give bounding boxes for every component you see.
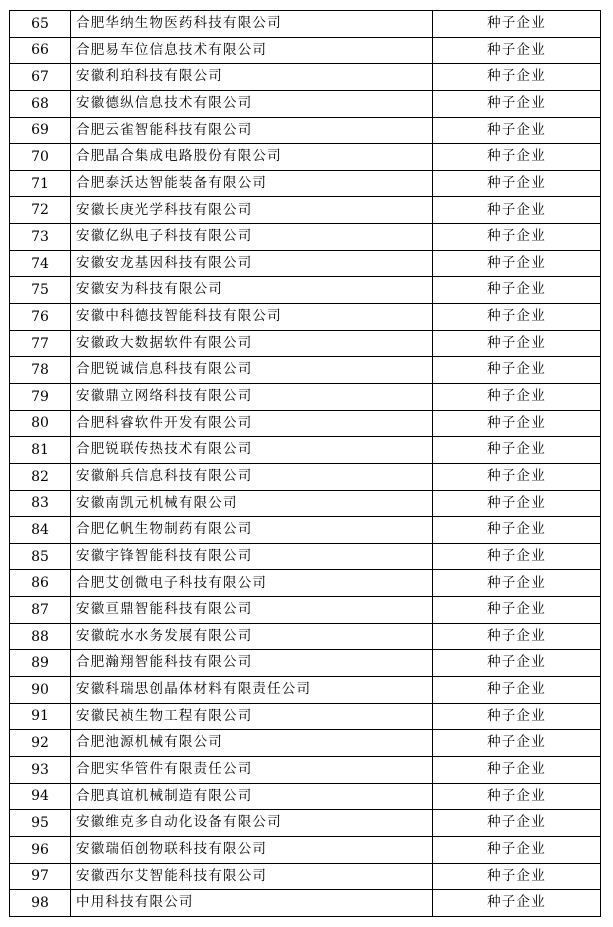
row-number: 85	[10, 543, 71, 570]
enterprise-type: 种子企业	[433, 570, 601, 597]
enterprise-type: 种子企业	[433, 197, 601, 224]
table-row	[10, 703, 601, 730]
row-number: 83	[10, 490, 71, 517]
row-number: 72	[10, 197, 71, 224]
table-row	[10, 570, 601, 597]
row-number: 93	[10, 756, 71, 783]
table-row	[10, 90, 601, 117]
row-number: 77	[10, 330, 71, 357]
row-number: 76	[10, 304, 71, 331]
enterprise-type: 种子企业	[433, 703, 601, 730]
company-name: 安徽瑞佰创物联科技有限公司	[71, 836, 433, 863]
company-name: 安徽中科德技智能科技有限公司	[71, 304, 433, 331]
table-row	[10, 224, 601, 251]
company-name: 合肥易车位信息技术有限公司	[71, 37, 433, 64]
row-number: 96	[10, 836, 71, 863]
table-row	[10, 463, 601, 490]
company-name: 中用科技有限公司	[71, 890, 433, 917]
table-row	[10, 437, 601, 464]
enterprise-type: 种子企业	[433, 650, 601, 677]
enterprise-type: 种子企业	[433, 597, 601, 624]
company-name: 安徽安龙基因科技有限公司	[71, 250, 433, 277]
enterprise-type: 种子企业	[433, 517, 601, 544]
row-number: 84	[10, 517, 71, 544]
row-number: 98	[10, 890, 71, 917]
table-row	[10, 144, 601, 171]
table-row	[10, 490, 601, 517]
company-name: 合肥真谊机械制造有限公司	[71, 783, 433, 810]
enterprise-type: 种子企业	[433, 357, 601, 384]
enterprise-type: 种子企业	[433, 863, 601, 890]
company-name: 安徽宇锋智能科技有限公司	[71, 543, 433, 570]
enterprise-type: 种子企业	[433, 37, 601, 64]
enterprise-type: 种子企业	[433, 170, 601, 197]
table-row	[10, 383, 601, 410]
company-name: 合肥池源机械有限公司	[71, 730, 433, 757]
row-number: 88	[10, 623, 71, 650]
enterprise-type: 种子企业	[433, 890, 601, 917]
company-name: 安徽政大数据软件有限公司	[71, 330, 433, 357]
enterprise-type: 种子企业	[433, 490, 601, 517]
enterprise-type: 种子企业	[433, 383, 601, 410]
company-name: 合肥锐诚信息科技有限公司	[71, 357, 433, 384]
row-number: 67	[10, 64, 71, 91]
enterprise-type: 种子企业	[433, 410, 601, 437]
company-name: 安徽南凯元机械有限公司	[71, 490, 433, 517]
company-name: 合肥实华管件有限责任公司	[71, 756, 433, 783]
enterprise-type: 种子企业	[433, 117, 601, 144]
table-row	[10, 623, 601, 650]
row-number: 87	[10, 597, 71, 624]
table-body	[10, 11, 601, 917]
enterprise-type: 种子企业	[433, 224, 601, 251]
company-name: 安徽科瑞思创晶体材料有限责任公司	[71, 677, 433, 704]
row-number: 73	[10, 224, 71, 251]
company-name: 安徽利珀科技有限公司	[71, 64, 433, 91]
company-name: 合肥晶合集成电路股份有限公司	[71, 144, 433, 171]
table-row	[10, 730, 601, 757]
enterprise-type: 种子企业	[433, 11, 601, 38]
table-row	[10, 250, 601, 277]
table-row	[10, 277, 601, 304]
table-row	[10, 37, 601, 64]
table-row	[10, 197, 601, 224]
table-row	[10, 410, 601, 437]
table-row	[10, 117, 601, 144]
row-number: 69	[10, 117, 71, 144]
company-name: 安徽长庚光学科技有限公司	[71, 197, 433, 224]
company-name: 安徽民祯生物工程有限公司	[71, 703, 433, 730]
table-row	[10, 810, 601, 837]
table-row	[10, 650, 601, 677]
row-number: 68	[10, 90, 71, 117]
enterprise-type: 种子企业	[433, 437, 601, 464]
table-row	[10, 783, 601, 810]
row-number: 95	[10, 810, 71, 837]
table-row	[10, 64, 601, 91]
table-row	[10, 597, 601, 624]
company-name: 安徽德纵信息技术有限公司	[71, 90, 433, 117]
row-number: 78	[10, 357, 71, 384]
enterprise-type: 种子企业	[433, 250, 601, 277]
table-row	[10, 11, 601, 38]
row-number: 89	[10, 650, 71, 677]
table-row	[10, 863, 601, 890]
row-number: 79	[10, 383, 71, 410]
company-name: 安徽安为科技有限公司	[71, 277, 433, 304]
enterprise-type: 种子企业	[433, 756, 601, 783]
enterprise-table	[9, 10, 601, 917]
company-name: 合肥瀚翔智能科技有限公司	[71, 650, 433, 677]
row-number: 90	[10, 677, 71, 704]
enterprise-type: 种子企业	[433, 304, 601, 331]
row-number: 91	[10, 703, 71, 730]
table-row	[10, 330, 601, 357]
company-name: 安徽亿纵电子科技有限公司	[71, 224, 433, 251]
company-name: 合肥云雀智能科技有限公司	[71, 117, 433, 144]
enterprise-type: 种子企业	[433, 90, 601, 117]
enterprise-type: 种子企业	[433, 543, 601, 570]
company-name: 安徽皖水水务发展有限公司	[71, 623, 433, 650]
company-name: 合肥艾创微电子科技有限公司	[71, 570, 433, 597]
company-name: 安徽西尔艾智能科技有限公司	[71, 863, 433, 890]
company-name: 合肥泰沃达智能装备有限公司	[71, 170, 433, 197]
enterprise-type: 种子企业	[433, 463, 601, 490]
row-number: 74	[10, 250, 71, 277]
row-number: 71	[10, 170, 71, 197]
row-number: 81	[10, 437, 71, 464]
enterprise-type: 种子企业	[433, 783, 601, 810]
enterprise-type: 种子企业	[433, 836, 601, 863]
enterprise-type: 种子企业	[433, 677, 601, 704]
table-row	[10, 756, 601, 783]
table-row	[10, 836, 601, 863]
row-number: 86	[10, 570, 71, 597]
enterprise-type: 种子企业	[433, 144, 601, 171]
row-number: 82	[10, 463, 71, 490]
table-row	[10, 890, 601, 917]
enterprise-type: 种子企业	[433, 277, 601, 304]
row-number: 65	[10, 11, 71, 38]
table-row	[10, 304, 601, 331]
table-row	[10, 517, 601, 544]
row-number: 97	[10, 863, 71, 890]
company-name: 合肥锐联传热技术有限公司	[71, 437, 433, 464]
table-row	[10, 170, 601, 197]
enterprise-type: 种子企业	[433, 64, 601, 91]
company-name: 安徽维克多自动化设备有限公司	[71, 810, 433, 837]
company-name: 合肥亿帆生物制药有限公司	[71, 517, 433, 544]
row-number: 66	[10, 37, 71, 64]
enterprise-type: 种子企业	[433, 730, 601, 757]
row-number: 70	[10, 144, 71, 171]
company-name: 安徽鼎立网络科技有限公司	[71, 383, 433, 410]
table-row	[10, 677, 601, 704]
enterprise-type: 种子企业	[433, 623, 601, 650]
table-row	[10, 543, 601, 570]
row-number: 80	[10, 410, 71, 437]
row-number: 75	[10, 277, 71, 304]
enterprise-type: 种子企业	[433, 810, 601, 837]
table-row	[10, 357, 601, 384]
company-name: 合肥科睿软件开发有限公司	[71, 410, 433, 437]
company-name: 安徽亘鼎智能科技有限公司	[71, 597, 433, 624]
company-name: 安徽斛兵信息科技有限公司	[71, 463, 433, 490]
row-number: 92	[10, 730, 71, 757]
row-number: 94	[10, 783, 71, 810]
company-name: 合肥华纳生物医药科技有限公司	[71, 11, 433, 38]
enterprise-type: 种子企业	[433, 330, 601, 357]
